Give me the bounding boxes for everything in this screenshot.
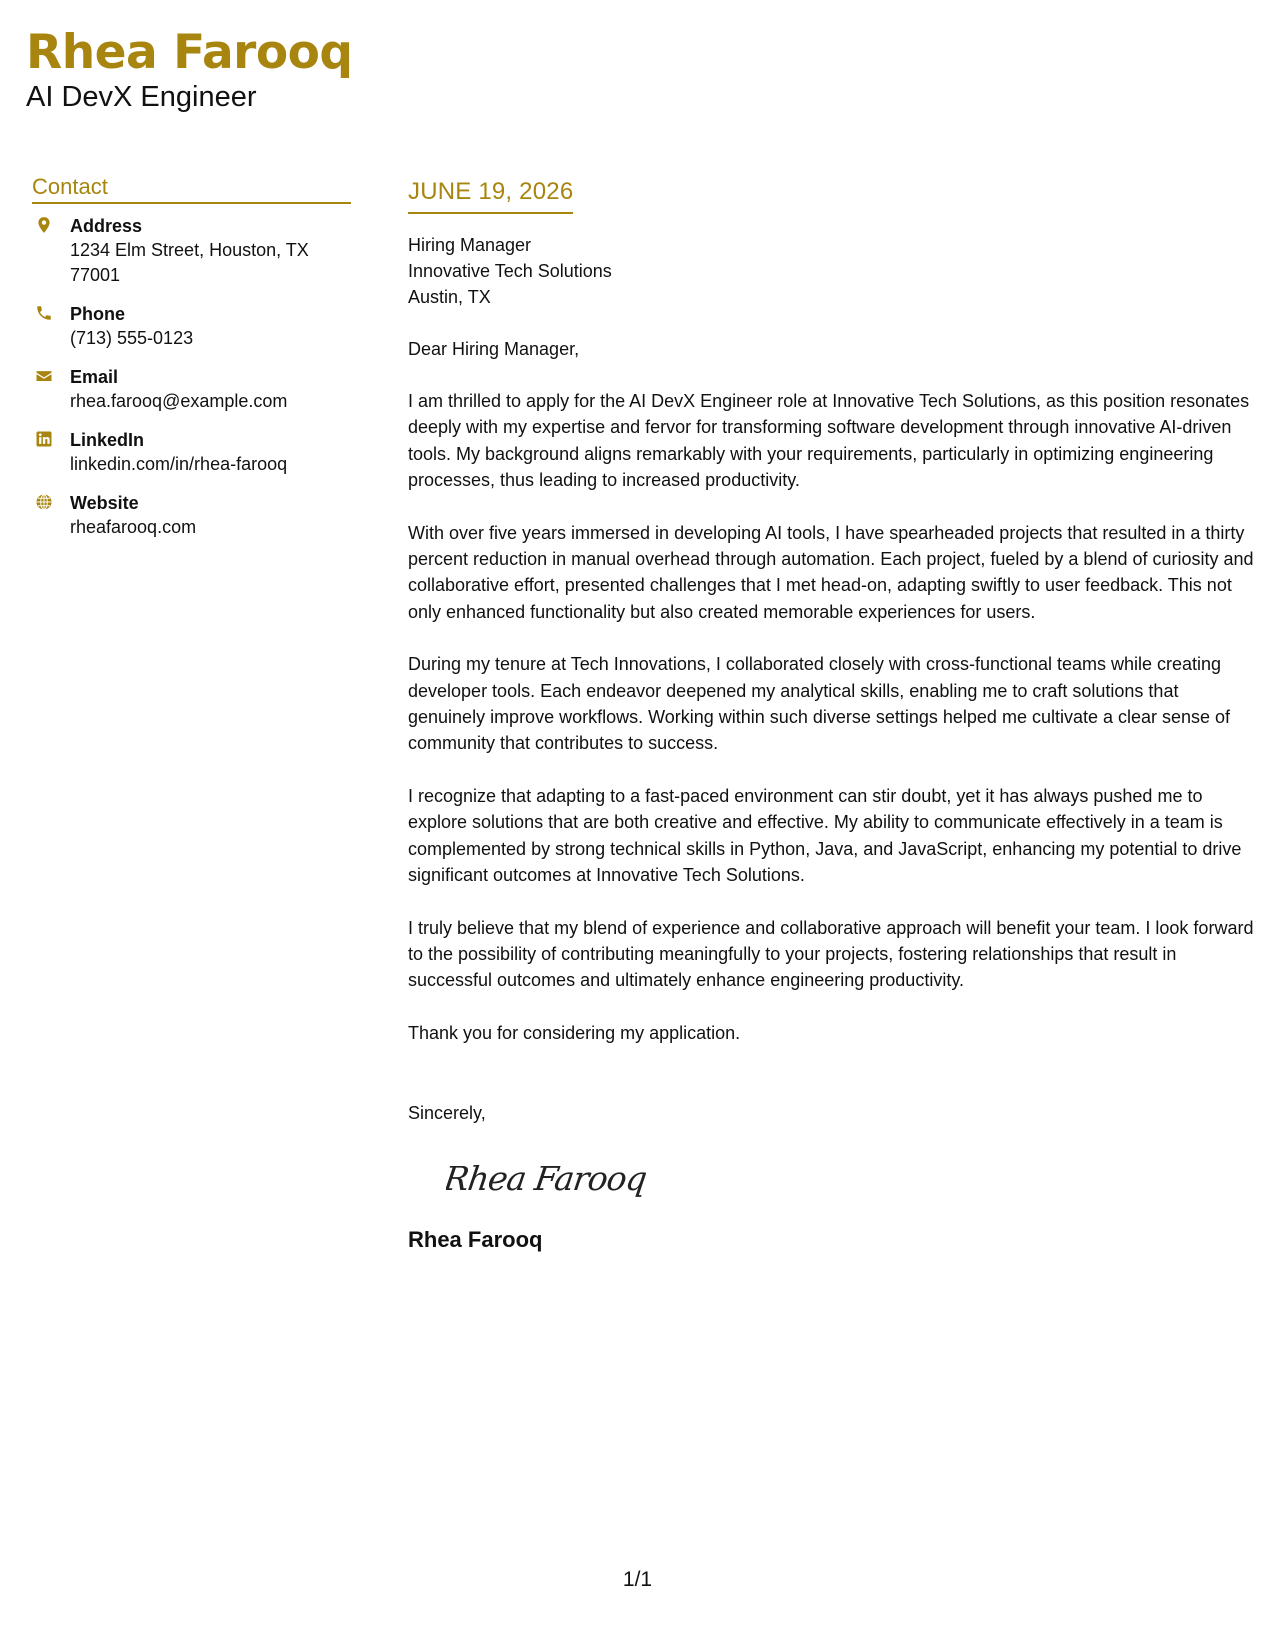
- signer-name: Rhea Farooq: [408, 1226, 543, 1252]
- contact-label: Email: [70, 367, 119, 387]
- thank-you-line: Thank you for considering my application.: [408, 1022, 741, 1043]
- body-paragraph: I am thrilled to apply for the AI DevX Engineer role at Innovative Tech Solutions, as this position resonates deeply with my expertise and fervor for transforming software development through innovative AI-driven tools. My background aligns remarkably with your requirements, particularly in optimizing engineering processes, thus leading to increased productivity.: [408, 391, 1250, 491]
- body-paragraph: I recognize that adapting to a fast-paced environment can stir doubt, yet it has always pushed me to explore solutions that are both creative and effective. My ability to communicate effectively in a team is complemented by strong technical skills in Python, Java, and JavaScript, enhancing my potential to drive significant outcomes at Innovative Tech Solutions.: [408, 785, 1242, 886]
- contact-label: Phone: [70, 304, 126, 324]
- contact-item-linkedin: [32, 428, 351, 477]
- email-value[interactable]: rhea.farooq@example.com: [70, 391, 288, 411]
- contact-item-address: [32, 214, 351, 288]
- contact-item-phone: [32, 302, 351, 351]
- globe-icon: [35, 493, 53, 511]
- closing-line: Sincerely,: [408, 1102, 486, 1123]
- letter-date: JUNE 19, 2026: [408, 178, 573, 214]
- recipient-line: Hiring Manager: [408, 235, 532, 255]
- body-paragraph: I truly believe that my blend of experience and collaborative approach will benefit your team. I look forward to the possibility of contributing meaningfully to your projects, fostering relationships that result in successful outcomes and ultimately enhance engineering productivity.: [408, 917, 1254, 991]
- recipient-block: [408, 232, 1258, 310]
- contact-label: LinkedIn: [70, 430, 145, 450]
- address-value: 1234 Elm Street, Houston, TX 77001: [70, 240, 309, 285]
- applicant-name: Rhea Farooq: [26, 25, 353, 80]
- contact-item-website: [32, 491, 351, 540]
- body-paragraph: With over five years immersed in developing AI tools, I have spearheaded projects that resulted in a thirty percent reduction in manual overhead through automation. Each project, fueled by a blend of curiosity and collaborative effort, presented challenges that I met head-on, adapting swiftly to user feedback. This not only enhanced functionality but also created memorable experiences for users.: [408, 522, 1254, 622]
- handwritten-signature: [446, 1152, 1258, 1208]
- salutation: Dear Hiring Manager,: [408, 339, 580, 359]
- envelope-icon: [35, 367, 53, 385]
- website-value[interactable]: rheafarooq.com: [70, 517, 197, 537]
- phone-icon: [35, 304, 53, 322]
- letter-header: [26, 24, 353, 114]
- recipient-line: Innovative Tech Solutions: [408, 261, 612, 281]
- linkedin-value[interactable]: linkedin.com/in/rhea-farooq: [70, 454, 288, 474]
- letter-body: [408, 178, 1258, 1254]
- contact-list: [32, 214, 351, 540]
- body-paragraph: During my tenure at Tech Innovations, I collaborated closely with cross-functional teams while creating developer tools. Each endeavor deepened my analytical skills, enabling me to craft solutions that genuinely improve workflows. Working within such diverse settings helped me cultivate a clear sense of community that contributes to success.: [408, 654, 1231, 754]
- linkedin-icon: [35, 430, 53, 448]
- contact-item-email: [32, 365, 351, 414]
- applicant-role: AI DevX Engineer: [26, 81, 257, 113]
- contact-label: Address: [70, 216, 143, 236]
- recipient-line: Austin, TX: [408, 287, 491, 307]
- contact-label: Website: [70, 493, 139, 513]
- contact-section-title: Contact: [32, 174, 351, 204]
- signature-text: Rhea Farooq: [446, 1158, 646, 1198]
- signature-graphic: [446, 1152, 646, 1208]
- phone-value: (713) 555-0123: [70, 328, 194, 348]
- contact-sidebar: [32, 174, 351, 554]
- map-pin-icon: [35, 216, 53, 234]
- page-number: 1/1: [622, 1568, 653, 1591]
